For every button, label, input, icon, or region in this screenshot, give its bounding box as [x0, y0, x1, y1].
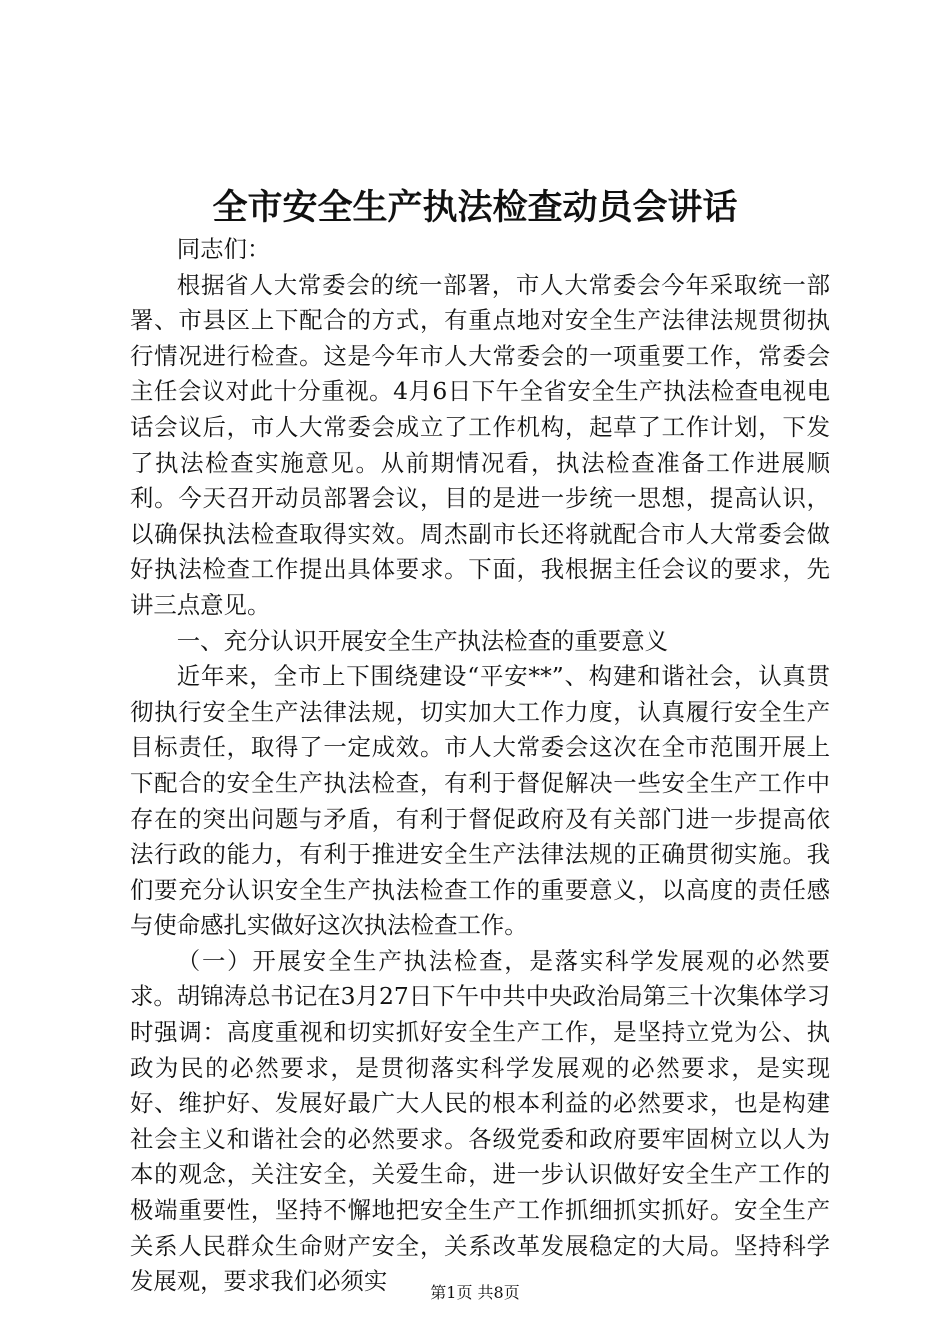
document-title: 全市安全生产执法检查动员会讲话: [212, 187, 738, 228]
section-heading: 一、充分认识开展安全生产执法检查的重要意义: [176, 626, 668, 655]
body-paragraph: 近年来，全市上下围绕建设“平安**”、构建和谐社会，认真贯彻执行安全生产法律法规，切实加大工作力度，认真履行安全生产目标责任，取得了一定成效。市人大常委会这次在全市范围开展上下配合的安全生产执法检查，有利于督促解决一些安全生产工作中存在的突出问题与矛盾，有利于督促政府及有关部门进一步提高依法行政的能力，有利于推进安全生产法律法规的正确贯彻实施。我们要充分认识安全生产执法检查工作的重要意义，以高度的责任感与使命感扎实做好这次执法检查工作。: [130, 662, 830, 940]
document-body: [130, 232, 830, 1300]
intro-paragraph: 根据省人大常委会的统一部署，市人大常委会今年采取统一部署、市县区上下配合的方式，有重点地对安全生产法律法规贯彻执行情况进行检查。这是今年市人大常委会的一项重要工作，常委会主任会议对此十分重视。4月6日下午全省安全生产执法检查电视电话会议后，市人大常委会成立了工作机构，起草了工作计划，下发了执法检查实施意见。从前期情况看，执法检查准备工作进展顺利。今天召开动员部署会议，目的是进一步统一思想，提高认识，以确保执法检查取得实效。周杰副市长还将就配合市人大常委会做好执法检查工作提出具体要求。下面，我根据主任会议的要求，先讲三点意见。: [130, 270, 830, 619]
page-number-footer: 第1页 共8页: [430, 1283, 520, 1302]
salutation-paragraph: 同志们：: [176, 235, 271, 263]
body-paragraph: （一）开展安全生产执法检查，是落实科学发展观的必然要求。胡锦涛总书记在3月27日下午中共中央政治局第三十次集体学习时强调：高度重视和切实抓好安全生产工作，是坚持立党为公、执政为民的必然要求，是贯彻落实科学发展观的必然要求，是实现好、维护好、发展好最广大人民的根本利益的必然要求，也是构建社会主义和谐社会的必然要求。各级党委和政府要牢固树立以人为本的观念，关注安全，关爱生命，进一步认识做好安全生产工作的极端重要性，坚持不懈地把安全生产工作抓细抓实抓好。安全生产关系人民群众生命财产安全，关系改革发展稳定的大局。坚持科学发展观，要求我们必须实: [130, 946, 830, 1296]
